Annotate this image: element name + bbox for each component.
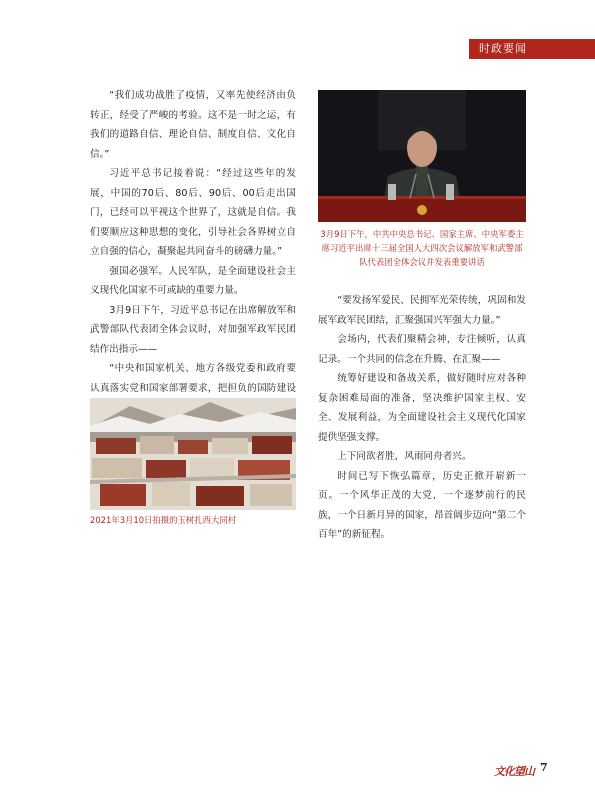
right-paragraph-3: 统筹好建设和备战关系，做好随时应对各种复杂困难局面的准备，坚决维护国家主权、安全、发展利益，为全面建设社会主义现代化国家提供坚强支撑。 [318,373,526,443]
right-paragraph-1: “要发扬军爱民、民拥军光荣传统，巩固和发展军政军民团结，汇聚强国兴军强大力量。” [318,295,526,326]
section-tag: 时政要闻 [469,39,595,59]
left-paragraph-2: 习近平总书记接着说：“经过这些年的发展，中国的70后、80后、90后、00后走出国门，已经可以平视这个世界了，这就是自信。我们要顺应这种思想的变化，引导社会各界树立自立自强的信心，凝聚起共同奋斗的磅礴力量。” [90,168,296,257]
left-paragraph-4: 3月9日下午，习近平总书记在出席解放军和武警部队代表团全体会议时，对加强军政军民团结作出指示—— [90,304,296,355]
page-number: 7 [540,761,548,774]
magazine-logo: 文化望山 [494,765,534,778]
left-paragraph-1: “我们成功战胜了疫情，又率先使经济由负转正，经受了严峻的考验。这不是一时之运，有我们的道路自信、理论自信、制度自信、文化自信。” [90,90,296,160]
right-paragraph-5: 时间已写下恢弘篇章，历史正掀开崭新一页。一个风华正茂的大党，一个逐梦前行的民族，一个日新月异的国家，昂首阔步迈向“第二个百年”的新征程。 [318,470,526,540]
speech-photo-illustration [318,90,526,222]
photo-village [90,398,296,510]
left-column [90,86,296,418]
left-paragraph-3: 强国必强军。人民军队，是全面建设社会主义现代化国家不可或缺的重要力量。 [90,265,296,296]
photo-village-caption: 2021年3月10日拍摄的玉树扎西大同村 [90,515,237,525]
village-photo-illustration [90,398,296,510]
right-paragraph-4: 上下同欲者胜，风雨同舟者兴。 [337,451,472,462]
left-paragraph-5: “中央和国家机关、地方各级党委和政府要认真落实党和国家部署要求，把担负的国防建设 [90,363,296,394]
photo-xi-speech [318,90,526,222]
photo-xi-caption: 3月9日下午，中共中央总书记、国家主席、中央军委主席习近平出席十三届全国人大四次会议解放军和武警部队代表团全体会议并发表重要讲话 [320,229,524,267]
right-column [318,291,526,545]
right-paragraph-2: 会场内，代表们聚精会神，专注倾听，认真记录。一个共同的信念在升腾、在汇聚—— [318,334,526,365]
